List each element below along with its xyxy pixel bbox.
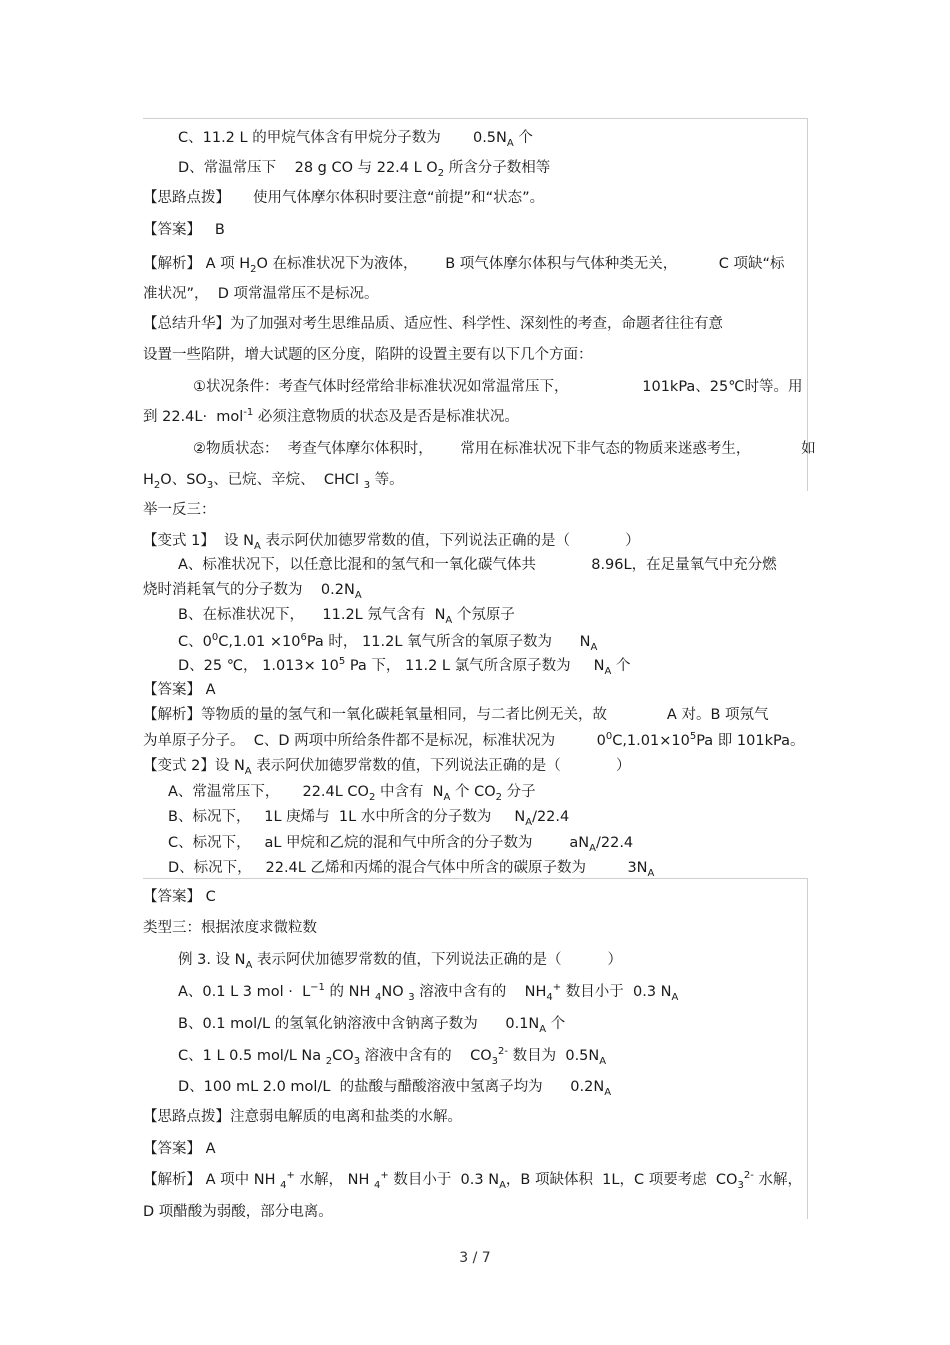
text-line: D、25 ℃， $1.013\times 10^5$ Pa 下， 11.2 L 氯气所含原子数为 $N_A$ 个 <box>178 656 631 677</box>
text-line: 【答案】 A <box>143 682 216 698</box>
text-line: 【答案】 B <box>143 222 225 238</box>
text-line: 例 3. 设 $N_A$ 表示阿伏加德罗常数的值，下列说法正确的是（ ） <box>178 952 623 971</box>
text-line: 【思路点拨】注意弱电解质的电离和盐类的水解。 <box>143 1109 462 1125</box>
text-line: 举一反三： <box>143 502 216 518</box>
text-line: C、11.2 L 的甲烷气体含有甲烷分子数为 $0.5N_A$ 个 <box>178 130 533 149</box>
text-line: 烧时消耗氧气的分子数为 $0.2N_A$ <box>143 582 362 601</box>
text-line: 【变式 1】 设 $N_A$ 表示阿伏加德罗常数的值，下列说法正确的是（ ） <box>143 533 640 552</box>
text-line: D、常温常压下 28 g CO 与 22.4 L $O_2$ 所含分子数相等 <box>178 160 551 179</box>
text-line: ②物质状态： 考查气体摩尔体积时， 常用在标准状况下非气态的物质来迷惑考生， 如 <box>193 441 816 457</box>
text-line: 准状况”， D 项常温常压不是标况。 <box>143 286 379 302</box>
text-line: C、$0^0C,1.01 \times 10^6Pa$ 时， 11.2L 氧气所含的氧原子数为 $N_A$ <box>178 632 598 653</box>
text-line: B、0.1 mol/L 的氢氧化钠溶液中含钠离子数为 $0.1N_A$ 个 <box>178 1016 566 1035</box>
text-line: 到 22.4L· mol$^{-1}$ 必须注意物质的状态及是否是标准状况。 <box>143 407 519 425</box>
text-line: 【解析】 A 项 $H_2O$ 在标准状况下为液体， B 项气体摩尔体积与气体种类无关， C 项缺“标 <box>143 256 785 275</box>
text-line: B、标况下， 1L 庚烯与 1L 水中所含的分子数为 $N_A/22.4$ <box>168 809 570 828</box>
text-line: 【变式 2】设 $N_A$ 表示阿伏加德罗常数的值，下列说法正确的是（ ） <box>143 758 631 777</box>
text-line: 为单原子分子。 C、D 两项中所给条件都不是标况，标准状况为 $0^0C,1.01\times 10^5Pa$ 即 101kPa。 <box>143 731 805 749</box>
text-line: 【答案】 A <box>143 1141 216 1157</box>
text-line: 【思路点拨】 使用气体摩尔体积时要注意“前提”和“状态”。 <box>143 190 545 206</box>
text-line: A、标准状况下，以任意比混和的氢气和一氧化碳气体共 8.96L，在足量氧气中充分燃 <box>178 557 777 573</box>
text-line: 【答案】 C <box>143 889 216 905</box>
text-line: 【总结升华】为了加强对考生思维品质、适应性、科学性、深刻性的考查，命题者往往有意 <box>143 316 723 332</box>
text-line: 【解析】 A 项中 NH $_4$+ 水解， NH $_4$+ 数目小于 0.3 $N_A$，B 项缺体积 1L，C 项要考虑 $CO_3^{2-}$ 水解， <box>143 1170 802 1191</box>
text-line: D、标况下， 22.4L 乙烯和丙烯的混合气体中所含的碳原子数为 $3N_A$ <box>168 860 655 879</box>
text-line: 【解析】等物质的量的氢气和一氧化碳耗氧量相同，与二者比例无关，故 A 对。B 项氖气 <box>143 707 769 723</box>
text-line: D、100 mL 2.0 mol/L 的盐酸与醋酸溶液中氢离子均为 $0.2N_A$ <box>178 1079 612 1098</box>
text-line: ①状况条件：考查气体时经常给非标准状况如常温常压下， 101kPa、25℃时等。用 <box>193 379 803 395</box>
text-line: D 项醋酸为弱酸，部分电离。 <box>143 1204 333 1220</box>
text-line: $H_2O$、$SO_3$、已烷、辛烷、 CHCl $_3$ 等。 <box>143 472 404 491</box>
text-line: 类型三：根据浓度求微粒数 <box>143 920 317 936</box>
page-number: 3 / 7 <box>459 1250 491 1266</box>
text-line: C、1 L 0.5 mol/L Na $_2CO_3$ 溶液中含有的 $CO_3^{2-}$ 数目为 $0.5N_A$ <box>178 1046 607 1067</box>
text-line: C、标况下， aL 甲烷和乙烷的混和气中所含的分子数为 $aN_A/22.4$ <box>168 835 634 854</box>
text-line: B、在标准状况下， 11.2L 氖气含有 $N_A$ 个氖原子 <box>178 607 515 626</box>
text-line: A、0.1 L 3 mol · $L^{-1}$ 的 NH $_4$NO $_3$ 溶液中含有的 $NH_4^+$ 数目小于 0.3 $N_A$ <box>178 982 679 1003</box>
text-line: A、常温常压下， 22.4L $CO_2$ 中含有 $N_A$ 个 $CO_2$ 分子 <box>168 784 536 803</box>
text-line: 设置一些陷阱，增大试题的区分度，陷阱的设置主要有以下几个方面： <box>143 347 593 363</box>
